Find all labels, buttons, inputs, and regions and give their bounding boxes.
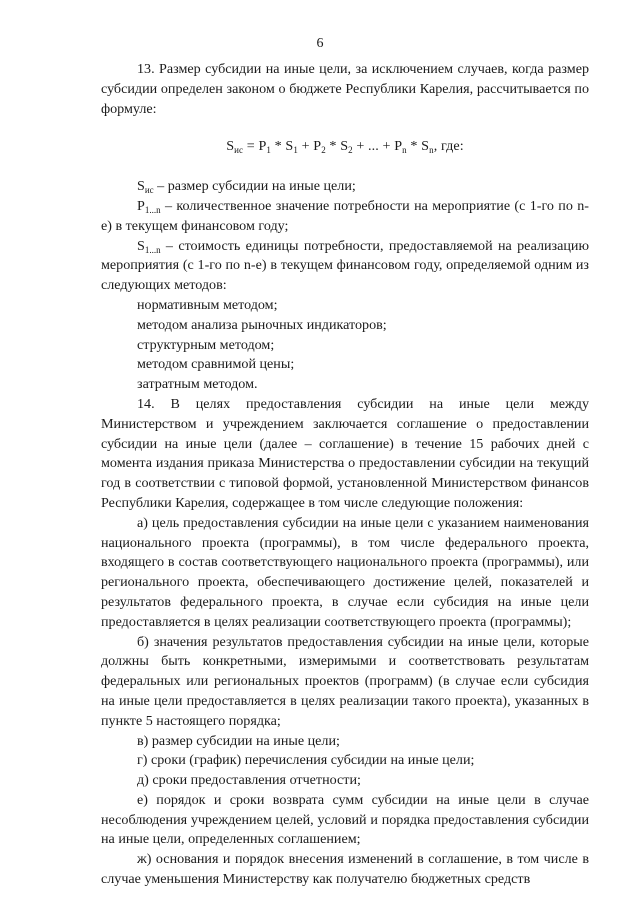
provision-item: г) сроки (график) перечисления субсидии на иные цели; xyxy=(137,752,475,769)
page-number: 6 xyxy=(316,36,324,51)
definition-s-unit-cost: $S_{1...n}$ – стоимость единицы потребности, предоставляемой на реализацию мероприятия (с 1-го по n-е) в текущем финансовом году, определяемой одним из следующих методов: xyxy=(101,237,589,294)
subsidy-formula: $S_{ис} = P_1 * S_1 + P_2 * S_2$ + ... + $P_n * S_n$, где: xyxy=(226,138,464,156)
definition-s-ic: $S_{ис}$ – размер субсидии на иные цели; xyxy=(137,178,356,196)
paragraph-13: 13. Размер субсидии на иные цели, за исключением случаев, когда размер субсидии определен законом о бюджете Республики Карелия, рассчитывается по формуле: xyxy=(101,61,589,117)
paragraph-14: 14. В целях предоставления субсидии на иные цели между Министерством и учреждением заключается соглашение о предоставлении субсидии на иные цели (далее – соглашение) в течение 15 рабочих дней с момента издания приказа Министерства о предоставлении субсидии на текущий год в соответствии с типовой формой, установленной Министерством финансов Республики Карелия, содержащее в том числе следующие положения: xyxy=(101,395,589,511)
method-item: нормативным методом; xyxy=(137,296,278,313)
provision-item: ж) основания и порядок внесения изменений в соглашение, в том числе в случае уменьшения Министерству как получателю бюджетных средств xyxy=(101,851,589,888)
method-item: методом сравнимой цены; xyxy=(137,356,295,373)
provision-item: а) цель предоставления субсидии на иные цели с указанием наименования национального проекта (программы), в том числе федерального проекта, входящего в состав соответствующего национального проекта (программы), или регионального проекта, обеспечивающего достижение целей, показателей и результатов федерального проекта, в случае если субсидия на иные цели предоставляется в целях реализации соответствующего проекта (программы); xyxy=(101,514,589,630)
provision-item: б) значения результатов предоставления субсидии на иные цели, которые должны быть конкретными, измеримыми и соответствовать результатам федеральных или региональных проектов (программ) (в случае если субсидия на иные цели предоставляется в целях реализации такого проекта), указанных в пункте 5 настоящего порядка; xyxy=(101,633,589,729)
definition-p: $P_{1...n}$ – количественное значение потребности на мероприятие (с 1-го по n-е) в текущем финансовом году; xyxy=(101,197,589,234)
provision-item: д) сроки предоставления отчетности; xyxy=(137,772,361,789)
method-item: затратным методом. xyxy=(137,376,258,393)
provision-item: е) порядок и сроки возврата сумм субсидии на иные цели в случае несоблюдения учреждением целей, условий и порядка предоставления субсидии на иные цели, определенных соглашением; xyxy=(101,791,589,848)
method-item: методом анализа рыночных индикаторов; xyxy=(137,316,387,333)
document-body xyxy=(101,60,589,890)
method-item: структурным методом; xyxy=(137,336,275,353)
provision-item: в) размер субсидии на иные цели; xyxy=(137,732,340,749)
